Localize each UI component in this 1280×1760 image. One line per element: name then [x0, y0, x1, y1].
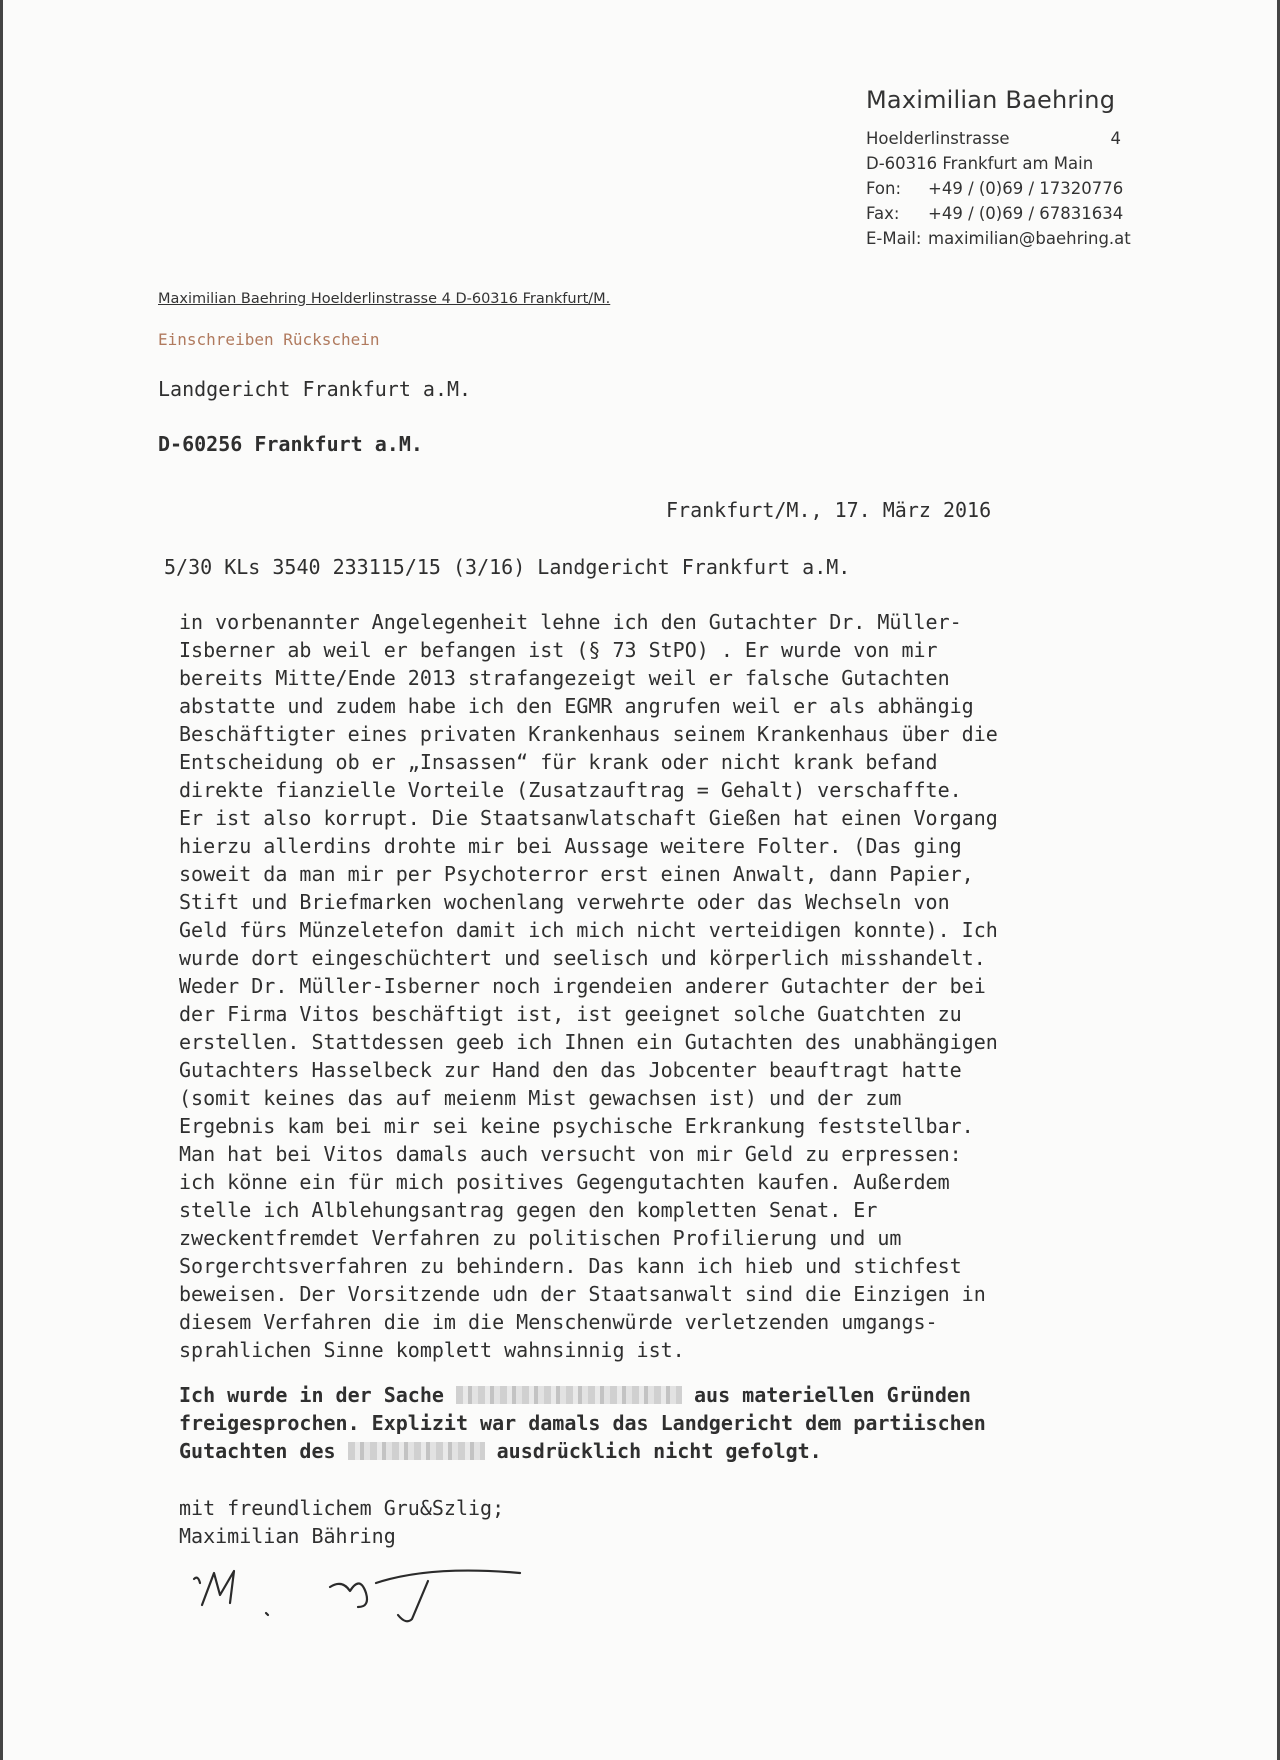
scan-edge-left: [0, 0, 3, 1760]
sender-email-line: [866, 226, 1131, 251]
sender-phone: +49 / (0)69 / 17320776: [928, 179, 1124, 198]
body-line: Er ist also korrupt. Die Staatsanwlatschaft Gießen hat einen Vorgang: [179, 806, 998, 830]
bold-line-3-start: Gutachten des: [179, 1439, 348, 1463]
sender-street: Hoelderlinstrasse: [866, 129, 1010, 148]
case-reference: 5/30 KLs 3540 233115/15 (3/16) Landgericht Frankfurt a.M.: [164, 555, 851, 579]
closing-greeting: mit freundlichem Gru&Szlig;: [179, 1496, 505, 1520]
delivery-note: Einschreiben Rückschein: [158, 330, 380, 349]
body-line: Stift und Briefmarken wochenlang verwehrte oder das Wechseln von: [179, 890, 950, 914]
bold-line-1-start: Ich wurde in der Sache: [179, 1383, 456, 1407]
body-line: bereits Mitte/Ende 2013 strafangezeigt weil er falsche Gutachten: [179, 666, 950, 690]
recipient-city: D-60256 Frankfurt a.M.: [158, 432, 423, 456]
body-line: Entscheidung ob er „Insassen“ für krank oder nicht krank befand: [179, 750, 938, 774]
body-line: Sorgerchtsverfahren zu behindern. Das kann ich hieb und stichfest: [179, 1254, 962, 1278]
sender-city: D-60316 Frankfurt am Main: [866, 154, 1094, 173]
body-line: (somit keines das auf meienm Mist gewachsen ist) und der zum: [179, 1086, 902, 1110]
body-line: Weder Dr. Müller-Isberner noch irgendeien anderer Gutachter der bei: [179, 974, 986, 998]
letter-body: [179, 608, 1079, 1364]
sender-house-number: 4: [1110, 129, 1121, 148]
bold-line-3-end: ausdrücklich nicht gefolgt.: [484, 1439, 822, 1463]
bold-line-3: [179, 1437, 1099, 1465]
body-line: in vorbenannter Angelegenheit lehne ich den Gutachter Dr. Müller-: [179, 610, 962, 634]
sender-phone-line: [866, 176, 1124, 201]
body-line: sprahlichen Sinne komplett wahnsinnig ist.: [179, 1338, 685, 1362]
body-line: beweisen. Der Vorsitzende udn der Staatsanwalt sind die Einzigen in: [179, 1282, 986, 1306]
redaction-mark: [348, 1442, 485, 1460]
closing-name: Maximilian Bähring: [179, 1524, 396, 1548]
date-line: Frankfurt/M., 17. März 2016: [666, 498, 992, 522]
bold-paragraph: [179, 1381, 1099, 1465]
body-line: Geld fürs Münzeletefon damit ich mich nicht verteidigen konnte). Ich: [179, 918, 998, 942]
bold-line-1: [179, 1381, 1099, 1409]
body-line: soweit da man mir per Psychoterror erst einen Anwalt, dann Papier,: [179, 862, 974, 886]
body-line: Isberner ab weil er befangen ist (§ 73 StPO) . Er wurde von mir: [179, 638, 938, 662]
sender-name: Maximilian Baehring: [866, 86, 1116, 114]
body-line: Beschäftigter eines privaten Krankenhaus seinem Krankenhaus über die: [179, 722, 998, 746]
body-line: hierzu allerdins drohte mir bei Aussage weitere Folter. (Das ging: [179, 834, 962, 858]
body-line: diesem Verfahren die im die Menschenwürde verletzenden umgangs-: [179, 1310, 938, 1334]
body-line: direkte fianzielle Vorteile (Zusatzauftrag = Gehalt) verschaffte.: [179, 778, 962, 802]
body-line: der Firma Vitos beschäftigt ist, ist geeignet solche Guatchten zu: [179, 1002, 962, 1026]
sender-street-line: [866, 126, 1121, 151]
body-line: ich könne ein für mich positives Gegengutachten kaufen. Außerdem: [179, 1170, 950, 1194]
handwritten-signature: [180, 1535, 540, 1635]
body-line: abstatte und zudem habe ich den EGMR angrufen weil er als abhängig: [179, 694, 974, 718]
body-line: Man hat bei Vitos damals auch versucht von mir Geld zu erpressen:: [179, 1142, 962, 1166]
body-line: zweckentfremdet Verfahren zu politischen Profilierung und um: [179, 1226, 902, 1250]
return-address-line: Maximilian Baehring Hoelderlinstrasse 4 D-60316 Frankfurt/M.: [158, 291, 611, 307]
bold-line-1-end: aus materiellen Gründen: [681, 1383, 971, 1407]
body-line: erstellen. Stattdessen geeb ich Ihnen ein Gutachten des unabhängigen: [179, 1030, 998, 1054]
sender-phone-label: Fon:: [866, 179, 902, 198]
recipient-name: Landgericht Frankfurt a.M.: [158, 377, 472, 401]
bold-line-2: freigesprochen. Explizit war damals das Landgericht dem partiischen: [179, 1411, 986, 1435]
body-line: Ergebnis kam bei mir sei keine psychische Erkrankung feststellbar.: [179, 1114, 974, 1138]
redaction-mark: [456, 1386, 682, 1404]
sender-fax: +49 / (0)69 / 67831634: [928, 204, 1124, 223]
sender-email-label: E-Mail:: [866, 229, 922, 248]
sender-fax-label: Fax:: [866, 204, 900, 223]
sender-block: [866, 86, 1131, 251]
body-line: wurde dort eingeschüchtert und seelisch und körperlich misshandelt.: [179, 946, 986, 970]
sender-fax-line: [866, 201, 1124, 226]
body-line: Gutachters Hasselbeck zur Hand den das Jobcenter beauftragt hatte: [179, 1058, 962, 1082]
sender-email: maximilian@baehring.at: [928, 229, 1131, 248]
body-line: stelle ich Alblehungsantrag gegen den kompletten Senat. Er: [179, 1198, 878, 1222]
